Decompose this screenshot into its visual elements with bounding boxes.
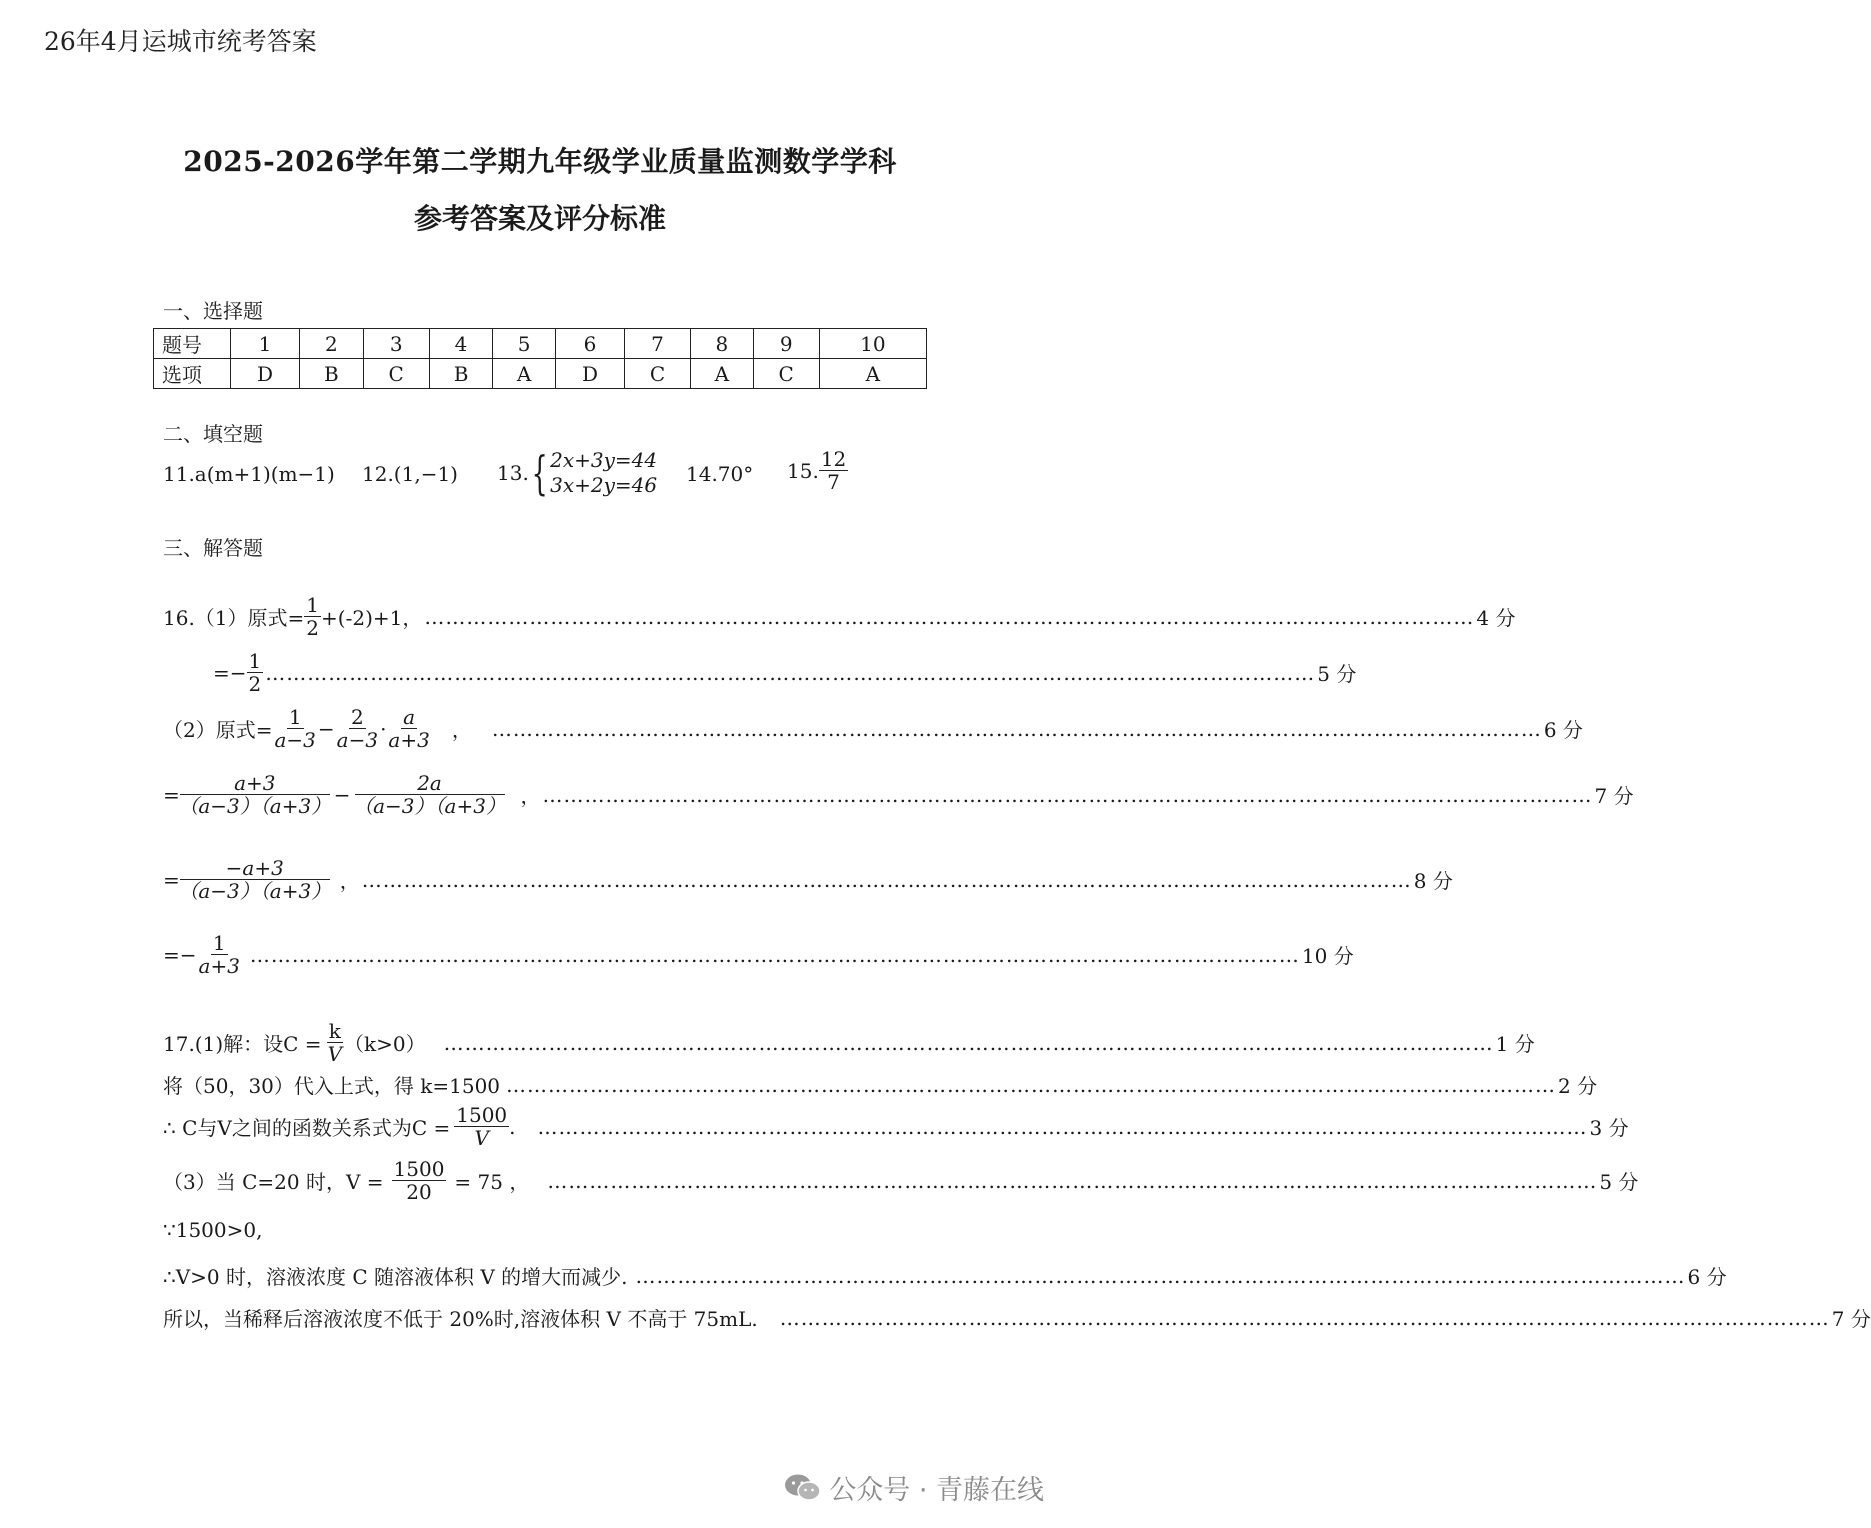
q17-line-7 — [163, 1303, 1871, 1332]
answer-cell: B — [429, 359, 493, 389]
leader-dots: …………………………………………………………………………………………………………………………………… — [491, 716, 1542, 741]
operator: − — [317, 716, 335, 741]
row-label: 选项 — [154, 359, 231, 389]
fraction — [326, 1020, 344, 1065]
table-row — [154, 329, 927, 359]
q17-line-5 — [163, 1218, 915, 1242]
denominator: （a−3）（a+3） — [178, 794, 332, 818]
q17-line-6 — [163, 1261, 1727, 1290]
expression-text: = 75 ， — [454, 1170, 530, 1194]
denominator: 20 — [406, 1180, 432, 1204]
denominator: a−3 — [274, 728, 316, 752]
section-solution-heading: 三、解答题 — [163, 536, 263, 560]
fill-answer-11: 11.a(m+1)(m−1) — [163, 462, 335, 486]
fraction — [304, 594, 321, 639]
denominator: 2 — [248, 672, 262, 696]
watermark-text: 公众号 · 青藤在线 — [829, 1475, 1044, 1506]
denominator: V — [327, 1042, 343, 1066]
fraction — [247, 650, 264, 695]
q17-line-4 — [163, 1157, 1639, 1204]
score-label: 2 分 — [1558, 1074, 1598, 1098]
question-number: 7 — [624, 329, 690, 359]
answer-cell: B — [300, 359, 364, 389]
expression-text: ， — [339, 869, 360, 893]
fraction — [197, 932, 242, 977]
denominator: a+3 — [388, 728, 430, 752]
numerator: 12 — [820, 447, 847, 471]
score-label: 3 分 — [1589, 1116, 1629, 1140]
leader-dots: …………………………………………………………………………………………………………………………………… — [265, 660, 1316, 685]
numerator: 1 — [306, 593, 320, 617]
score-label: 6 分 — [1543, 718, 1583, 742]
q16-line-4 — [163, 771, 1634, 818]
answer-label: 15. — [787, 458, 819, 483]
fraction — [819, 448, 848, 493]
question-number: 9 — [753, 329, 819, 359]
denominator: 2 — [306, 616, 320, 640]
question-number: 5 — [493, 329, 556, 359]
question-number: 10 — [819, 329, 926, 359]
leader-dots: …………………………………………………………………………………………………………………………………… — [542, 782, 1593, 807]
leader-dots: …………………………………………………………………………………………………………………………………… — [249, 942, 1300, 967]
expression-text: . — [509, 1114, 516, 1139]
score-label: 7 分 — [1594, 784, 1634, 808]
expression-text: （2）原式= — [163, 718, 273, 742]
operator: · — [380, 716, 387, 741]
operator: − — [333, 782, 351, 807]
answer-cell: D — [555, 359, 624, 389]
score-label: 8 分 — [1413, 869, 1453, 893]
expression-text: ， — [451, 718, 472, 742]
choice-answer-table — [153, 328, 927, 389]
q16-line-6 — [163, 931, 1354, 978]
wechat-icon — [783, 1472, 823, 1504]
answer-cell: D — [231, 359, 300, 389]
expression-text: （3）当 C=20 时，V = — [163, 1170, 384, 1194]
score-label: 10 分 — [1301, 944, 1354, 968]
fraction — [180, 772, 330, 817]
question-number: 3 — [363, 329, 429, 359]
expression-text: 所以，当稀释后溶液浓度不低于 20%时,溶液体积 V 不高于 75mL. — [163, 1307, 758, 1331]
table-row — [154, 359, 927, 389]
answer-cell: A — [691, 359, 754, 389]
expression-text: 16.（1）原式= — [163, 606, 305, 630]
score-label: 1 分 — [1495, 1032, 1535, 1056]
question-number: 6 — [555, 329, 624, 359]
answer-cell: C — [624, 359, 690, 389]
brace-symbol: { — [531, 446, 548, 500]
leader-dots: …………………………………………………………………………………………………………………………………… — [506, 1072, 1557, 1097]
page-subtitle: 参考答案及评分标准 — [413, 202, 666, 235]
answer-cell: C — [363, 359, 429, 389]
fraction — [335, 706, 380, 751]
question-number: 2 — [300, 329, 364, 359]
leader-dots: …………………………………………………………………………………………………………………………………… — [779, 1305, 1830, 1330]
header-note: 26年4月运城市统考答案 — [44, 27, 317, 56]
numerator: a — [403, 705, 416, 729]
expression-text: ∴ C与V之间的函数关系式为C = — [163, 1116, 451, 1140]
row-label: 题号 — [154, 329, 231, 359]
numerator: k — [328, 1019, 341, 1043]
expression-text: =− — [213, 660, 247, 685]
leader-dots: …………………………………………………………………………………………………………………………………… — [361, 867, 1412, 892]
denominator: a−3 — [336, 728, 379, 752]
numerator: a+3 — [180, 772, 330, 795]
q16-line-5 — [163, 856, 1453, 903]
section-choice-heading: 一、选择题 — [163, 299, 263, 323]
answer-label: 13. — [497, 461, 529, 485]
score-label: 7 分 — [1831, 1307, 1871, 1331]
numerator: 1 — [288, 705, 302, 729]
leader-dots: …………………………………………………………………………………………………………………………………… — [443, 1030, 1494, 1055]
leader-dots: …………………………………………………………………………………………………………………………………… — [635, 1263, 1686, 1288]
equation-1: 2x+3y=44 — [550, 448, 658, 472]
numerator: 2a — [355, 772, 505, 795]
q16-line-1 — [163, 593, 1516, 640]
question-number: 1 — [231, 329, 300, 359]
answer-cell: A — [493, 359, 556, 389]
fraction — [392, 1158, 447, 1203]
leader-dots: …………………………………………………………………………………………………………………………………… — [547, 1168, 1598, 1193]
question-number: 8 — [691, 329, 754, 359]
expression-text: +(-2)+1， — [321, 606, 423, 630]
fraction — [180, 857, 330, 902]
numerator: 1500 — [393, 1157, 445, 1181]
expression-text: （k>0） — [344, 1032, 426, 1056]
numerator: 2 — [350, 705, 364, 729]
q17-line-1 — [163, 1019, 1535, 1066]
expression-text: 将（50，30）代入上式，得 k=1500 — [163, 1074, 501, 1098]
fraction — [386, 706, 431, 751]
fraction — [272, 706, 317, 751]
expression-text: ， — [520, 784, 541, 808]
equation-2: 3x+2y=46 — [550, 473, 658, 497]
fraction — [454, 1104, 509, 1149]
numerator: −a+3 — [180, 857, 330, 880]
expression-text: = — [163, 782, 180, 807]
watermark — [783, 1468, 1044, 1507]
fill-answer-13 — [497, 448, 657, 498]
denominator: 7 — [827, 470, 840, 494]
denominator: a+3 — [198, 954, 240, 978]
question-number: 4 — [429, 329, 493, 359]
numerator: 1 — [212, 931, 226, 955]
score-label: 5 分 — [1317, 662, 1357, 686]
score-label: 6 分 — [1687, 1265, 1727, 1289]
expression-text: ∴V>0 时，溶液浓度 C 随溶液体积 V 的增大而减少. — [163, 1265, 628, 1289]
denominator: V — [474, 1126, 489, 1150]
score-label: 4 分 — [1476, 606, 1516, 630]
q16-line-2 — [213, 649, 1357, 696]
answer-cell: A — [819, 359, 926, 389]
fraction — [355, 772, 505, 817]
leader-dots: …………………………………………………………………………………………………………………………………… — [424, 604, 1475, 629]
leader-dots: …………………………………………………………………………………………………………………………………… — [537, 1114, 1588, 1139]
denominator: （a−3）（a+3） — [353, 794, 506, 818]
expression-text: 17.(1)解：设C = — [163, 1032, 322, 1056]
section-fill-heading: 二、填空题 — [163, 422, 263, 446]
expression-text: = — [163, 867, 180, 892]
equation-system — [529, 448, 657, 498]
fill-answer-14: 14.70° — [686, 462, 754, 486]
numerator: 1500 — [456, 1103, 508, 1127]
numerator: 1 — [248, 649, 262, 673]
denominator: （a−3）（a+3） — [178, 879, 332, 903]
score-label: 5 分 — [1599, 1170, 1639, 1194]
fill-answer-15 — [787, 448, 848, 493]
fill-answer-12: 12.(1,−1) — [362, 462, 458, 486]
answer-cell: C — [753, 359, 819, 389]
page-title: 2025-2026学年第二学期九年级学业质量监测数学学科 — [183, 145, 897, 178]
q17-line-3 — [163, 1103, 1629, 1150]
q17-line-2 — [163, 1070, 1598, 1099]
expression-text: ∵1500>0, — [163, 1218, 263, 1242]
q16-line-3 — [163, 705, 1583, 752]
expression-text: =− — [163, 942, 197, 967]
